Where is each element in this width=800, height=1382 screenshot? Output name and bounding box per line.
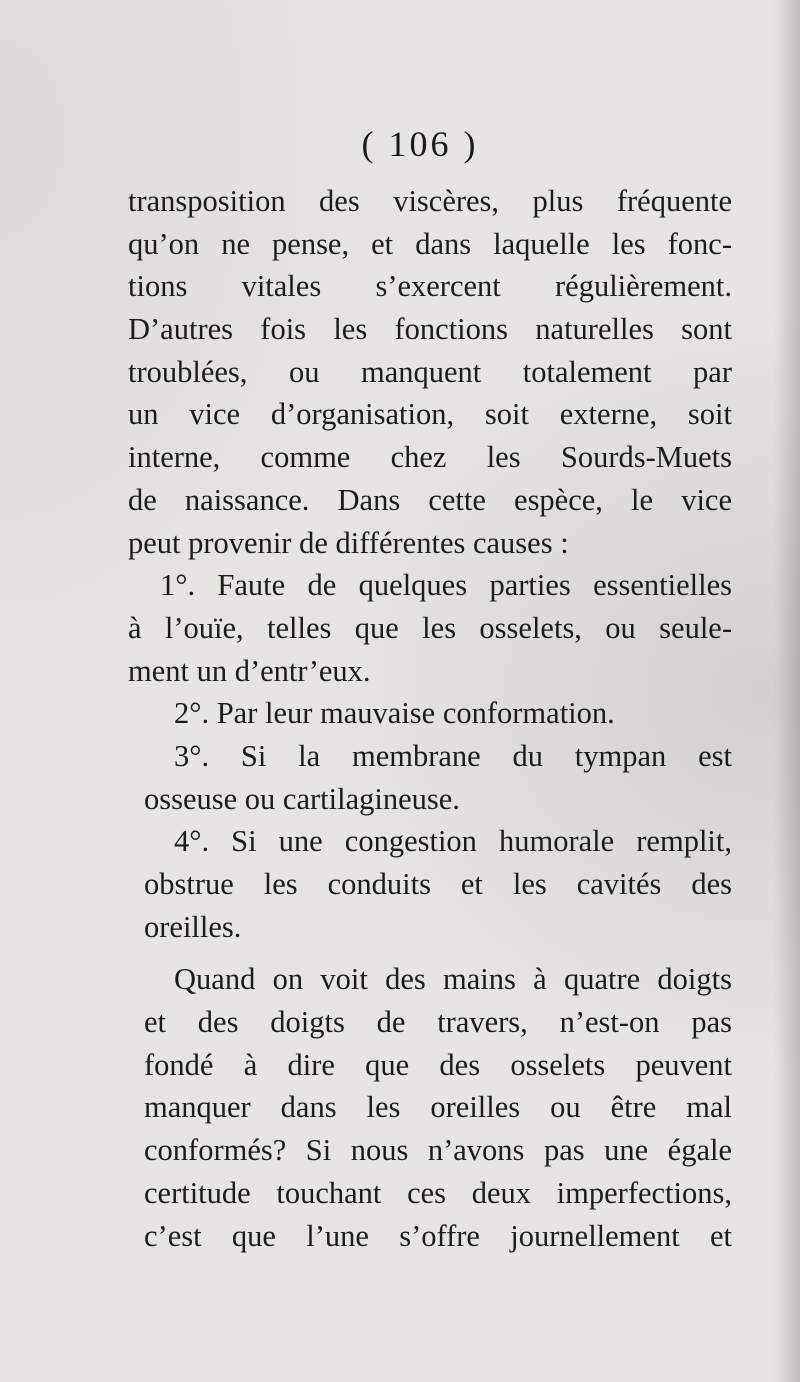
text-line: c’est que l’une s’offre journellement et [144, 1218, 732, 1253]
text-line: de naissance. Dans cette espèce, le vice [128, 482, 732, 517]
page-number: ( 106 ) [361, 124, 479, 164]
text-line: troublées, ou manquent totalement par [128, 354, 732, 389]
text-line: qu’on ne pense, et dans laquelle les fonc- [128, 226, 732, 261]
text-line: à l’ouïe, telles que les osselets, ou seule- [128, 610, 732, 645]
text-line: manquer dans les oreilles ou être mal [144, 1090, 732, 1125]
text-line: conformés? Si nous n’avons pas une égale [144, 1133, 732, 1168]
list-item-4: 4°. Si une congestion humorale remplit, [174, 824, 732, 859]
body-text [128, 180, 732, 1257]
text-line: tions vitales s’exercent régulièrement. [128, 269, 732, 304]
text-line: osseuse ou cartilagineuse. [144, 781, 460, 816]
list-item-1: 1°. Faute de quelques parties essentielles [160, 568, 732, 603]
text-line: D’autres fois les fonctions naturelles sont [128, 312, 732, 347]
page-gutter-shadow [774, 0, 800, 1382]
text-line: transposition des viscères, plus fréquente [128, 184, 732, 218]
text-line: oreilles. [144, 909, 242, 944]
text-line: un vice d’organisation, soit externe, soit [128, 397, 732, 432]
text-line: et des doigts de travers, n’est-on pas [144, 1005, 732, 1040]
text-line: ment un d’entr’eux. [128, 653, 371, 688]
paragraph-start: Quand on voit des mains à quatre doigts [174, 962, 732, 997]
text-line: certitude touchant ces deux imperfections, [144, 1175, 732, 1210]
text-line: obstrue les conduits et les cavités des [144, 867, 732, 901]
list-item-2: 2°. Par leur mauvaise conformation. [174, 696, 615, 731]
paragraph-gap [128, 948, 732, 958]
text-line: fondé à dire que des osselets peuvent [144, 1047, 732, 1082]
text-line: interne, comme chez les Sourds-Muets [128, 440, 732, 475]
list-item-3: 3°. Si la membrane du tympan est [174, 738, 732, 773]
text-line: peut provenir de différentes causes : [128, 525, 569, 560]
